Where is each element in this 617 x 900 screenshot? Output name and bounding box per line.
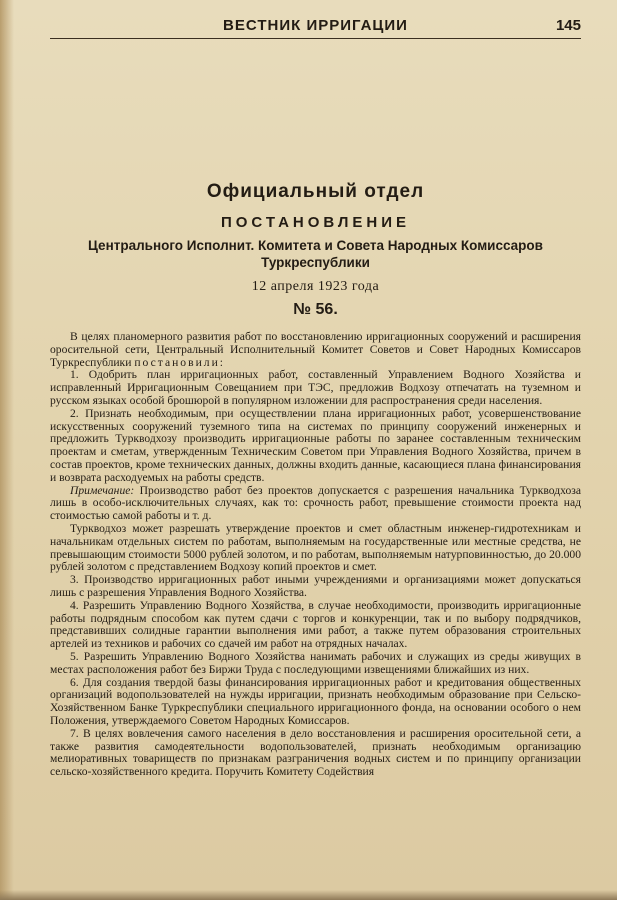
item-2: 2. Признать необходимым, при осуществлении плана ирригационных работ, усовершенствование искусственных сооружений туземного типа на системах по принципу сооружений инженерных и предложить Туркводхозу производить ирригационные работы по заранее составленным техническим проектам и сметам, утвержденным Техническим Советом при Управления Водного Хозяйства, причем в состав проектов, кроме технических данных, должны входить данные, касающиеся плана финансирования и возврата расходуемых на работы средств.	[50, 406, 581, 484]
item-5: 5. Разрешить Управлению Водного Хозяйства нанимать рабочих и служащих из среды живущих в местах расположения работ без Биржи Труда с последующими извещениями ближайших из них.	[50, 649, 581, 676]
decree-number: № 56.	[293, 301, 338, 318]
running-header	[50, 16, 581, 39]
preamble-resolution: постановили:	[134, 355, 225, 369]
page-number: 145	[555, 17, 581, 34]
decree-date: 12 апреля 1923 года	[251, 279, 380, 294]
decree-heading: ПОСТАНОВЛЕНИЕ	[220, 214, 411, 231]
item-7: 7. В целях вовлечения самого населения в дело восстановления и расширения оросительной сети, а также развития самодеятельности водопользователей, признать необходимым организацию мелиоративных товариществ по признакам разграничения водных систем и по принципу организации сельско-хозяйственного кредита. Поручить Комитету Содействия	[50, 726, 581, 779]
item-6: 6. Для создания твердой базы финансирования ирригационных работ и кредитования общественных организаций водопользователей на нужды ирригации, признать необходимым образование при Сельско-Хозяйственном Банке Туркреспублики специального ирригационного фонда, на основании особого о нем Положения, утверждаемого Советом Народных Комиссаров.	[50, 675, 581, 727]
section-title: Официальный отдел	[206, 181, 425, 202]
decree-issuer: Центрального Исполнит. Комитета и Совета Народных Комиссаров Туркреспублики	[88, 238, 543, 270]
journal-title: ВЕСТНИК ИРРИГАЦИИ	[223, 17, 408, 34]
item-3: 3. Производство ирригационных работ иными учреждениями и организациями может допускаться лишь с разрешения Управления Водного Хозяйства.	[50, 573, 581, 599]
note-label: Примечание:	[70, 483, 135, 497]
note-text: Производство работ без проектов допускается с разрешения начальника Туркводхоза лишь в особо-исключительных случаях, как то: срочность работ, превышение стоимости проекта над стоимостью самой работы и т. д.	[50, 483, 581, 523]
item-4: 4. Разрешить Управлению Водного Хозяйства, в случае необходимости, производить ирригационные работы подрядным способом как путем сдачи с торгов и конкуренции, так и по выбору подрядчиков, представивших солидные гарантии выполнения ими работ, а также путем образования строительных артелей из техников и рабочих со сдачей им работ на отрядных началах.	[50, 598, 581, 651]
preamble-paragraph	[50, 331, 581, 369]
item-1: 1. Одобрить план ирригационных работ, составленный Управлением Водного Хозяйства и исправленный Ирригационным Совещанием при ТЭС, предложив Водхозу отпечатать на туземном и русском языках особой брошюрой в популярном изложении для распространения среди населения.	[50, 368, 581, 407]
note-continued: Туркводхоз может разрешать утверждение проектов и смет областным инженер-гидротехникам и начальникам отдельных систем по работам, выполняемым на государственные или местные средства, не превышающим стоимости 5000 рублей золотом, и по работам, выполняемым натурповинностью, до 20.000 рублей золотом с представлением Водхозу копий проектов и смет.	[50, 521, 581, 574]
decree-body	[50, 331, 581, 779]
preamble-text: В целях планомерного развития работ по восстановлению ирригационных сооружений и расширения оросительной сети, Центральный Исполнительный Комитет Советов и Совет Народных Комиссаров Туркреспублики	[50, 330, 581, 369]
note-paragraph	[50, 485, 581, 523]
